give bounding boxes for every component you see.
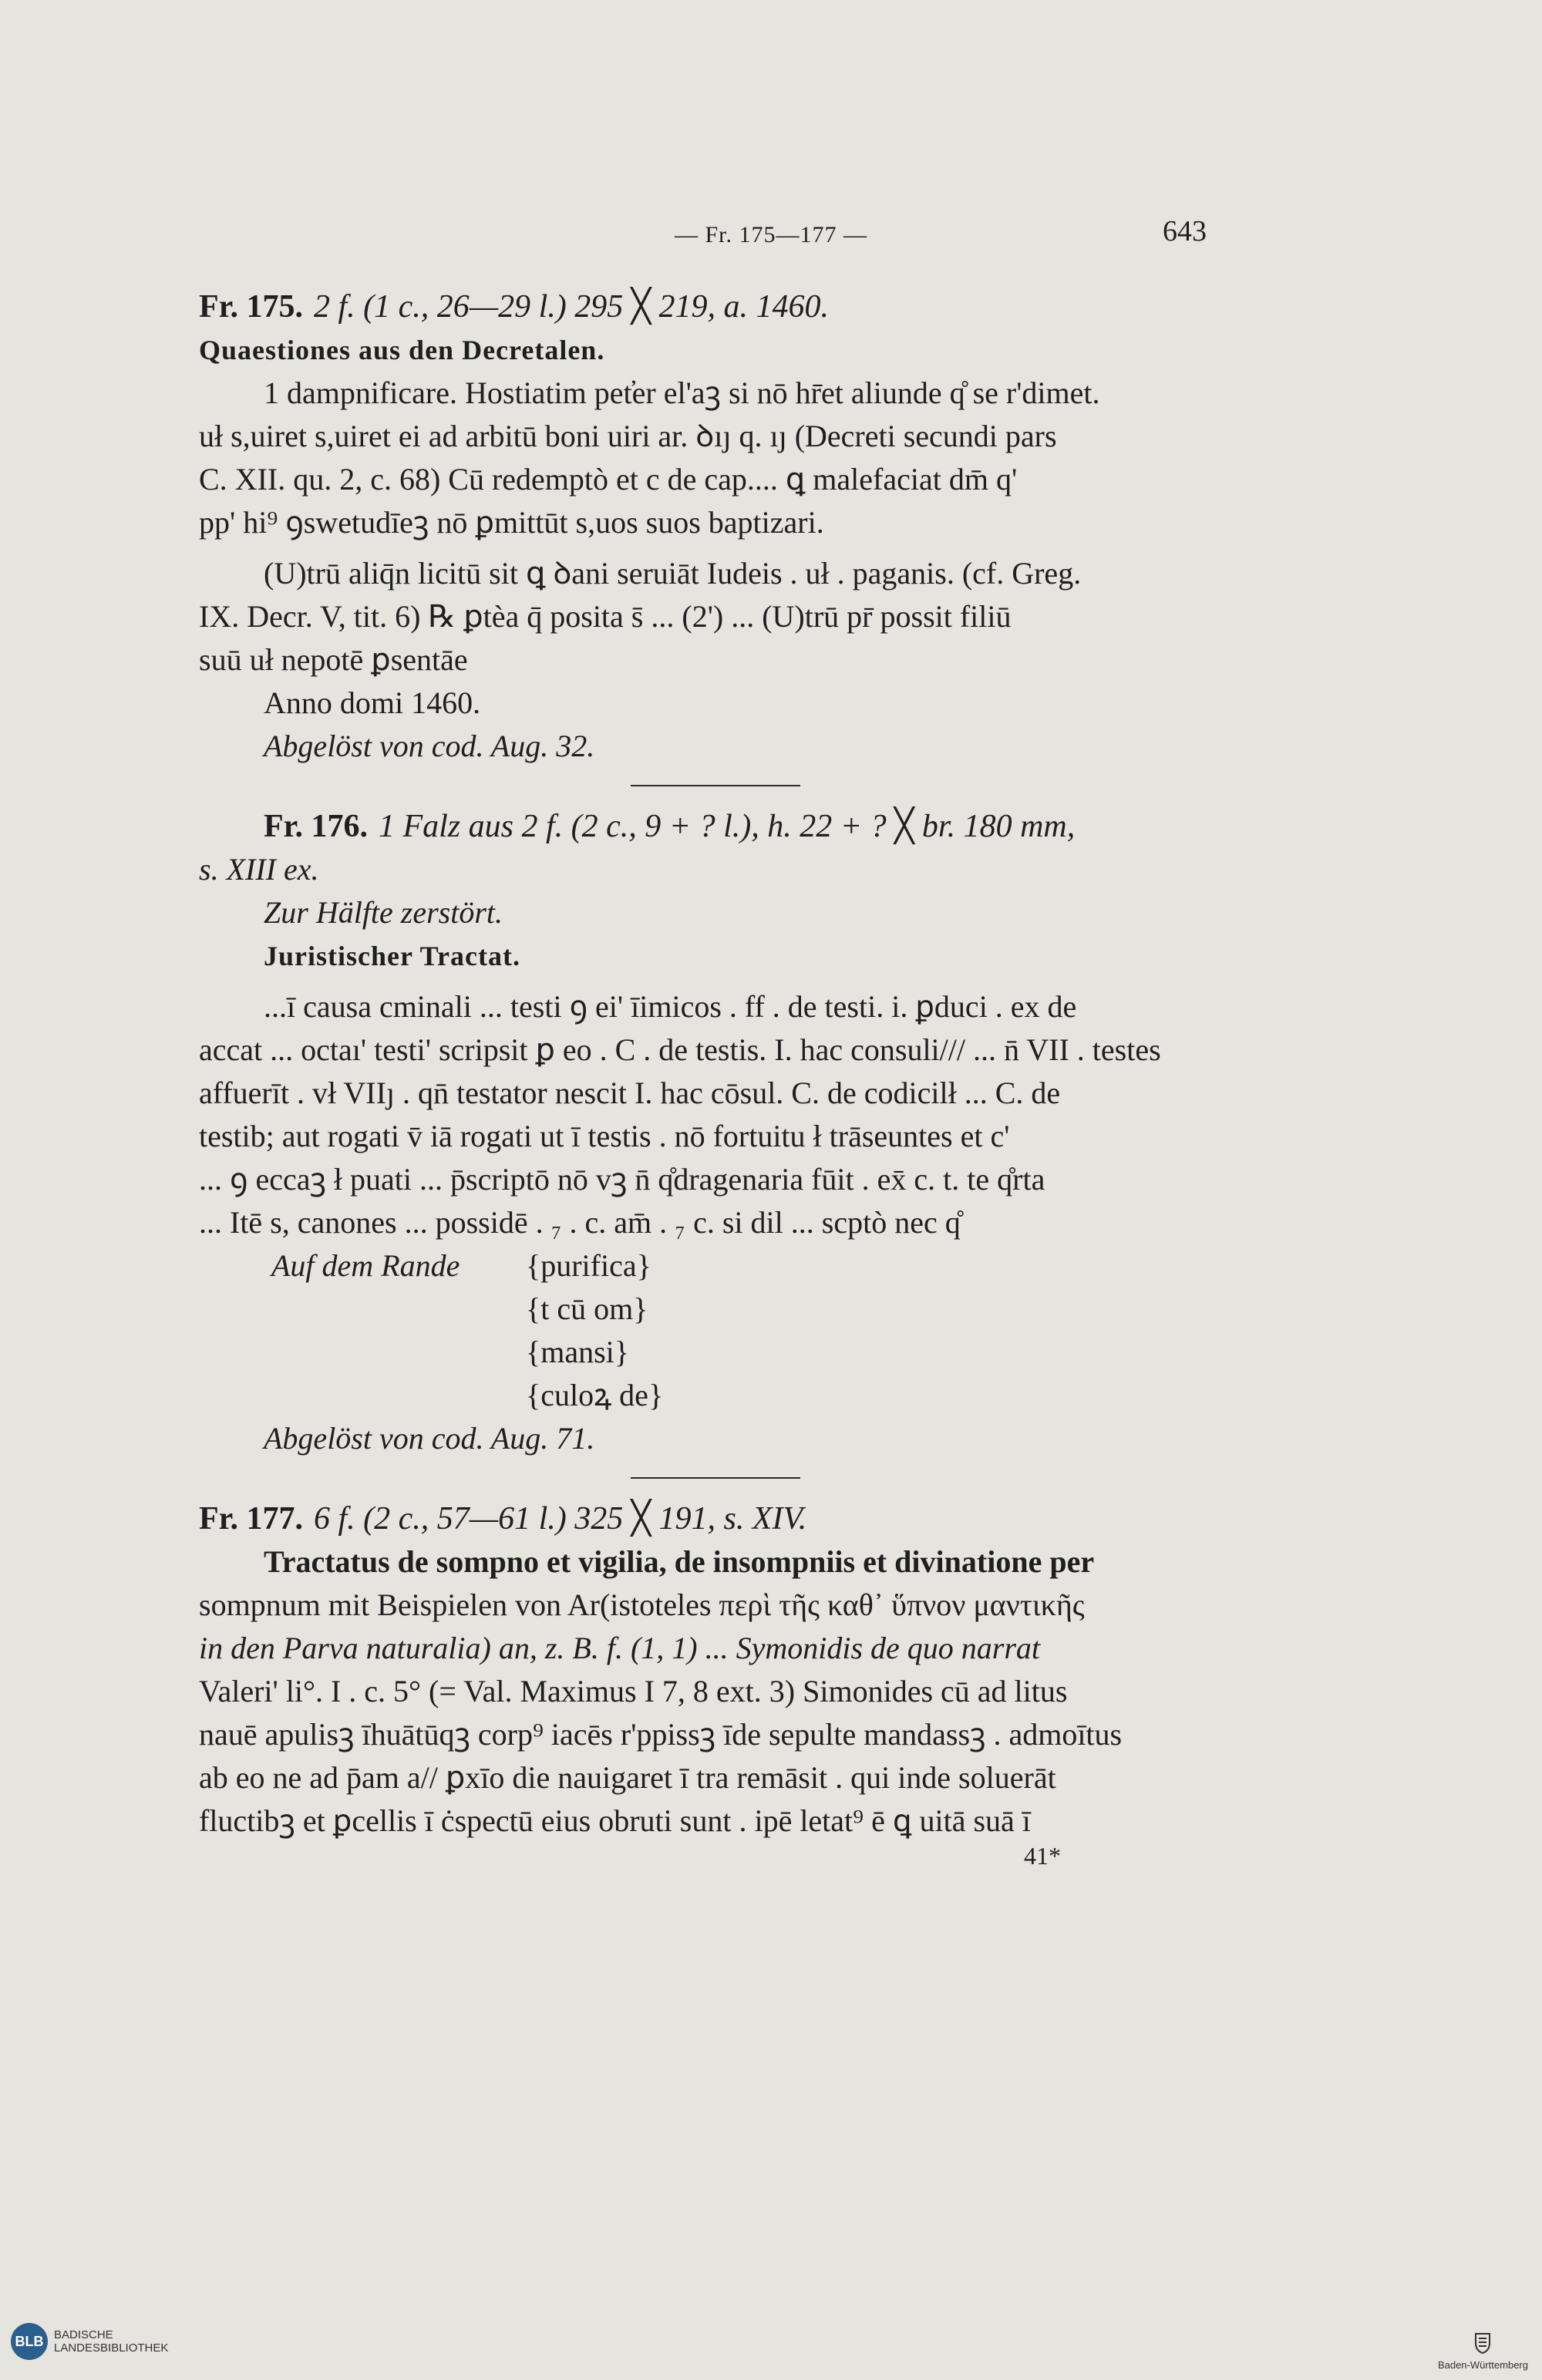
text-line: (U)trū aliq̄n licitū sit ꝗ ꝺani seruiāt Iudeis . uł . paganis. (cf. Greg. — [264, 556, 1082, 591]
section-divider — [631, 785, 800, 786]
fragment-description-cont: s. XIII ex. — [199, 852, 319, 887]
state-mark — [1438, 2332, 1528, 2371]
text-line: testib; aut rogati v̄ iā rogati ut ī testis . nō fortuitu ł trāseuntes et c' — [199, 1119, 1010, 1153]
crest-icon — [1474, 2332, 1491, 2354]
text-line: Anno domi 1460. — [264, 685, 481, 720]
entry-heading — [199, 1497, 1232, 1540]
text-line: IX. Decr. V, tit. 6) ℞ ꝑtèa q̄ posita s̄ ... (2') ... (U)trū pr̄ possit filiū — [199, 599, 1012, 634]
entry-fr175 — [199, 285, 1232, 768]
logo-line: BADISCHE — [54, 2328, 113, 2341]
text-line: suū uł nepotē ꝑsentāe — [199, 642, 468, 677]
page-body — [199, 278, 1232, 1869]
margin-line: {culoꝝ de} — [526, 1378, 664, 1412]
condition-note: Zur Hälfte zerstört. — [264, 895, 503, 930]
margin-line: {purifica} — [526, 1248, 651, 1283]
entry-heading — [199, 285, 1232, 328]
text-line: pp' hi⁹ ꝯswetudīeꝫ nō ꝑmittūt s,uos suos baptizari. — [199, 505, 824, 540]
library-logo-text — [54, 2328, 168, 2355]
margin-line: {mansi} — [526, 1335, 629, 1369]
state-label: Baden-Württemberg — [1437, 2359, 1528, 2371]
text-line: ab eo ne ad p̄am a// ꝑxīo die nauigaret ī tra remāsit . qui inde soluerāt — [199, 1760, 1056, 1795]
text-line: C. XII. qu. 2, c. 68) Cū redemptò et c de cap.... ꝗ malefaciat dm̄ q' — [199, 462, 1018, 497]
text-line: fluctibꝫ et ꝑcellis ī ċspectū eius obruti sunt . ipē letat⁹ ē ꝗ uitā suā ī — [199, 1803, 1031, 1838]
text-line: ...ī causa cminali ... testi ꝯ ei' īimicos . ff . de testi. i. ꝑduci . ex de — [264, 989, 1077, 1024]
signature-mark: 41* — [1024, 1842, 1061, 1870]
fragment-description: 2 f. (1 c., 26—29 l.) 295 ╳ 219, a. 1460. — [313, 289, 830, 325]
running-head: — Fr. 175—177 — — [674, 222, 868, 247]
margin-label: Auf dem Rande — [271, 1248, 460, 1283]
page-number: 643 — [1163, 215, 1207, 247]
entry-subtitle: Juristischer Tractat. — [264, 941, 520, 971]
fragment-number: Fr. 175. — [199, 289, 303, 325]
logo-line: LANDESBIBLIOTHEK — [54, 2341, 169, 2355]
section-divider — [631, 1477, 800, 1479]
text-line: uł s,uiret s,uiret ei ad arbitū boni uiri ar. ꝺıȷ q. ıȷ (Decreti secundi pars — [199, 419, 1057, 453]
text-line: nauē apulisꝫ īhuātūqꝫ corp⁹ iacēs r'ppissꝫ īde sepulte mandassꝫ . admoītus — [199, 1717, 1123, 1752]
library-logo-icon: BLB — [11, 2323, 48, 2360]
entry-fr176 — [199, 805, 1232, 1460]
entry-fr177 — [199, 1497, 1232, 1869]
library-logo — [11, 2323, 168, 2360]
margin-gloss — [199, 1244, 1232, 1417]
text-line: Tractatus de sompno et vigilia, de insompniis et divinatione per — [264, 1544, 1095, 1579]
fragment-number: Fr. 176. — [264, 809, 368, 844]
text-line: sompnum mit Beispielen von Ar(istoteles περὶ τῆς καθ᾽ ὕπνον μαντικῆς — [199, 1587, 1085, 1622]
text-line: in den Parva naturalia) an, z. B. f. (1, 1) ... Symonidis de quo narrat — [199, 1631, 1041, 1665]
text-line: Valeri' li°. I . c. 5° (= Val. Maximus I 7, 8 ext. 3) Simonides cū ad litus — [199, 1674, 1068, 1708]
margin-lines — [526, 1244, 663, 1417]
fragment-description: 1 Falz aus 2 f. (2 c., 9 + ? l.), h. 22 + ? ╳ br. 180 mm, — [378, 809, 1076, 844]
text-line: 1 dampnificare. Hostiatim pet̕er el'aꝫ si nō hr̄et aliunde q̊ se r'dimet. — [264, 375, 1100, 410]
entry-subtitle: Quaestiones aus den Decretalen. — [199, 335, 605, 365]
text-line: ... ꝯ eccaꝫ ł puati ... p̄scriptō nō vꝫ n̄ q̊dragenaria fūit . ex̄ c. t. te q̊rta — [199, 1162, 1045, 1197]
detached-note: Abgelöst von cod. Aug. 71. — [264, 1421, 595, 1456]
fragment-number: Fr. 177. — [199, 1501, 303, 1537]
detached-note: Abgelöst von cod. Aug. 32. — [264, 729, 595, 763]
text-line: affuerīt . vł VIIȷ . qn̄ testator nescit I. hac cōsul. C. de codicilł ... C. de — [199, 1076, 1061, 1110]
fragment-description: 6 f. (2 c., 57—61 l.) 325 ╳ 191, s. XIV. — [313, 1501, 807, 1537]
margin-line: {t cū om} — [526, 1291, 648, 1326]
text-line: accat ... octaı' testi' scripsit ꝑ eo . C . de testis. I. hac consuli/// ... n̄ VII . testes — [199, 1032, 1161, 1067]
entry-heading — [199, 805, 1232, 848]
text-line: ... Itē s, canones ... possidē . ₇ . c. am̄ . ₇ c. si dil ... scptò nec q̊ — [199, 1205, 961, 1240]
